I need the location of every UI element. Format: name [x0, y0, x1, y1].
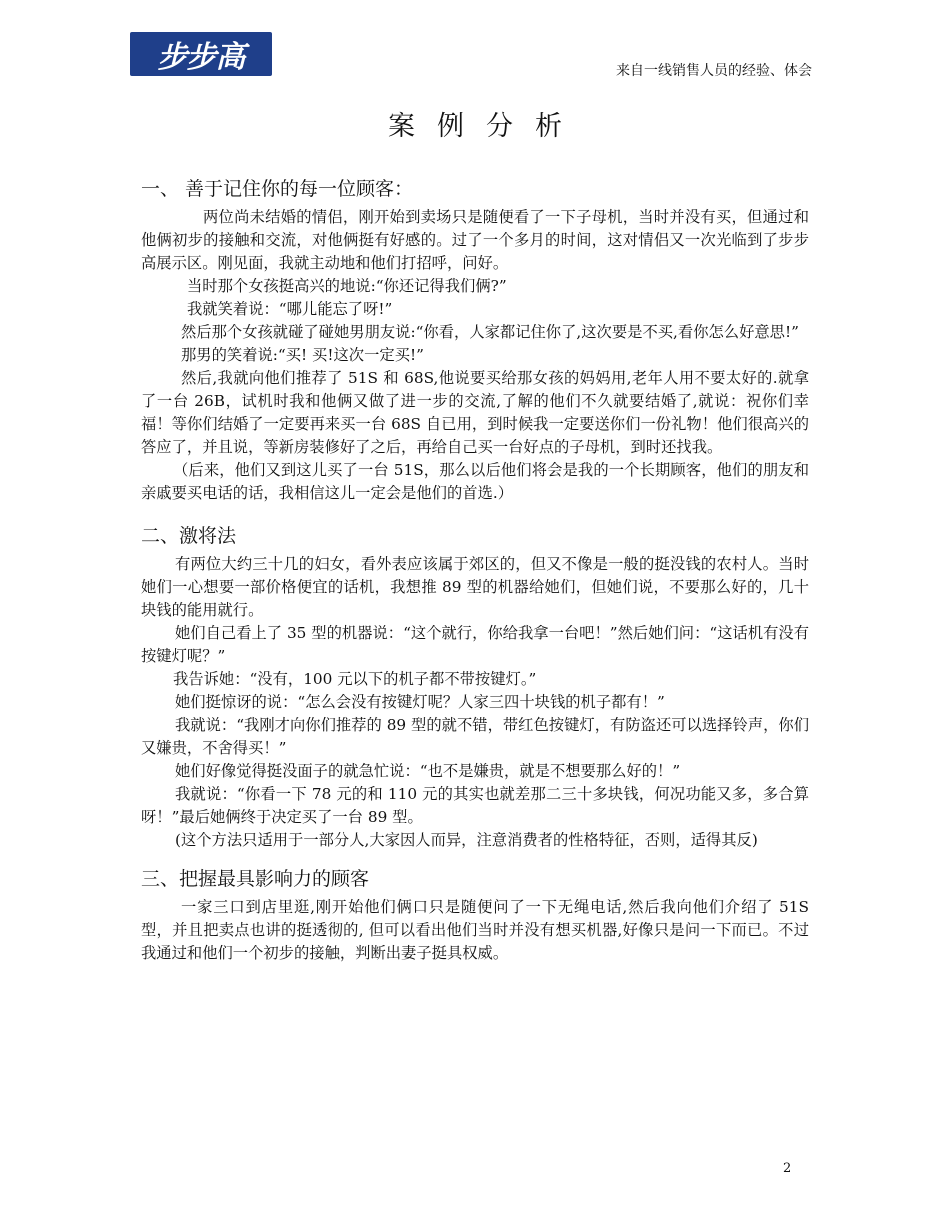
paragraph: 她们好像觉得挺没面子的就急忙说：“也不是嫌贵，就是不想要那么好的！”	[175, 762, 681, 780]
section-heading-1: 一、 善于记住你的每一位顾客：	[141, 178, 414, 200]
paragraph: 然后那个女孩就碰了碰她男朋友说:“你看，人家都记住你了,这次要是不买,看你怎么好意思!”	[181, 323, 799, 341]
page-number: 2	[783, 1161, 792, 1176]
paragraph: （后来，他们又到这儿买了一台 51S，那么以后他们将会是我的一个长期顾客，他们的朋友和亲戚要买电话的话，我相信这儿一定会是他们的首选.）	[141, 461, 809, 502]
paragraph: 她们挺惊讶的说：“怎么会没有按键灯呢？人家三四十块钱的机子都有！”	[175, 693, 665, 711]
paragraph: 那男的笑着说:“买! 买!这次一定买!”	[181, 346, 424, 364]
paragraph: 我就说：“你看一下 78 元的和 110 元的其实也就差那二三十多块钱，何况功能又多，多合算呀！”最后她俩终于决定买了一台 89 型。	[141, 785, 809, 826]
logo-text: 步步高	[157, 40, 245, 75]
paragraph: 然后,我就向他们推荐了 51S 和 68S,他说要买给那女孩的妈妈用,老年人用不要太好的.就拿了一台 26B，试机时我和他俩又做了进一步的交流,了解的他们不久就要结婚了,就说：祝你们幸福！等你们结婚了一定要再来买一台 68S 自已用，到时候我一定要送你们一份礼物！他们很高兴的答应了，并且说，等新房装修好了之后，再给自己买一台好点的子母机，到时还找我。	[141, 369, 809, 456]
paragraph: 我就说：“我刚才向你们推荐的 89 型的就不错，带红色按键灯，有防盗还可以选择铃声，你们又嫌贵，不舍得买！”	[141, 716, 809, 757]
paragraph: 我告诉她：“没有，100 元以下的机子都不带按键灯。”	[173, 670, 537, 688]
paragraph: 两位尚未结婚的情侣，刚开始到卖场只是随便看了一下子母机，当时并没有买，但通过和他俩初步的接触和交流，对他俩挺有好感的。过了一个多月的时间，这对情侣又一次光临到了步步高展示区。刚见面，我就主动地和他们打招呼，问好。	[141, 208, 809, 272]
document-body	[141, 176, 809, 965]
paragraph: (这个方法只适用于一部分人,大家因人而异，注意消费者的性格特征，否则，适得其反)	[175, 831, 758, 849]
paragraph: 有两位大约三十几的妇女，看外表应该属于郊区的，但又不像是一般的挺没钱的农村人。当时她们一心想要一部价格便宜的话机，我想推 89 型的机器给她们，但她们说，不要那么好的，几十块钱的能用就行。	[141, 555, 809, 619]
header-tagline: 来自一线销售人员的经验、体会	[616, 63, 812, 79]
paragraph: 我就笑着说：“哪儿能忘了呀!”	[187, 300, 393, 318]
paragraph: 她们自己看上了 35 型的机器说：“这个就行，你给我拿一台吧！”然后她们问：“这话机有没有按键灯呢？”	[141, 624, 809, 665]
section-heading-3: 三、把握最具影响力的顾客	[141, 868, 370, 890]
brand-logo	[130, 32, 272, 76]
page-title: 案例分析	[388, 111, 584, 142]
paragraph: 一家三口到店里逛,刚开始他们俩口只是随便问了一下无绳电话,然后我向他们介绍了 51S 型，并且把卖点也讲的挺透彻的, 但可以看出他们当时并没有想买机器,好像只是问一下而已。不过我通过和他们一个初步的接触，判断出妻子挺具权威。	[141, 898, 809, 962]
section-heading-2: 二、激将法	[141, 525, 237, 547]
paragraph: 当时那个女孩挺高兴的地说:“你还记得我们俩?”	[187, 277, 507, 295]
